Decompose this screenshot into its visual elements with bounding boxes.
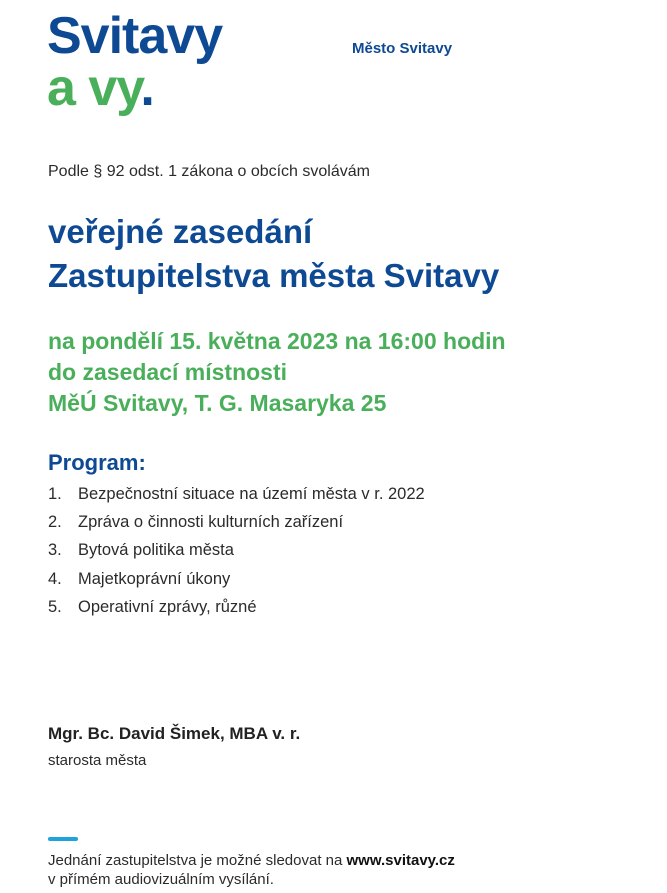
logo-line-2 [47, 58, 154, 118]
program-item [48, 593, 425, 621]
headline-line-1: veřejné zasedání [48, 213, 313, 250]
program-item-number: 4. [48, 569, 62, 588]
program-item [48, 508, 425, 536]
city-name: Město Svitavy [352, 40, 453, 57]
program-item-number: 5. [48, 597, 62, 616]
meeting-address-line: MěÚ Svitavy, T. G. Masaryka 25 [48, 390, 387, 416]
meeting-date-line: na pondělí 15. května 2023 na 16:00 hodin [48, 328, 506, 354]
meeting-headline [48, 210, 499, 298]
program-item-text: Zpráva o činnosti kulturních zařízení [78, 513, 344, 532]
footer-note [48, 851, 455, 889]
program-item-text: Operativní zprávy, různé [78, 597, 257, 616]
program-item [48, 536, 425, 564]
meeting-details [48, 326, 506, 419]
program-item [48, 565, 425, 593]
website-link[interactable]: www.svitavy.cz [346, 852, 455, 869]
intro-text: Podle § 92 odst. 1 zákona o obcích svolávám [48, 163, 370, 180]
program-item-number: 1. [48, 485, 62, 503]
footer-text: Jednání zastupitelstva je možné sledovat na [48, 852, 347, 869]
logo-line-1: Svitavy [47, 7, 223, 65]
footer-text-line-2: v přímém audiovizuálním vysílání. [48, 871, 274, 888]
program-item-text: Bezpečnostní situace na území města v r. 2022 [78, 485, 425, 503]
mayor-role: starosta města [48, 752, 147, 769]
meeting-place-line: do zasedací místnosti [48, 359, 288, 385]
program-item-text: Bytová politika města [78, 541, 234, 560]
headline-line-2: Zastupitelstva města Svitavy [48, 257, 500, 294]
program-title: Program: [48, 450, 146, 475]
logo-line-2-text: a vy [47, 59, 141, 117]
accent-bar [48, 837, 78, 841]
program-item [48, 480, 425, 508]
logo-dot: . [140, 59, 154, 117]
program-item-number: 3. [48, 541, 62, 560]
program-list [48, 480, 425, 621]
program-item-number: 2. [48, 513, 62, 532]
mayor-name: Mgr. Bc. David Šimek, MBA v. r. [48, 724, 301, 743]
program-item-text: Majetkoprávní úkony [78, 569, 231, 588]
